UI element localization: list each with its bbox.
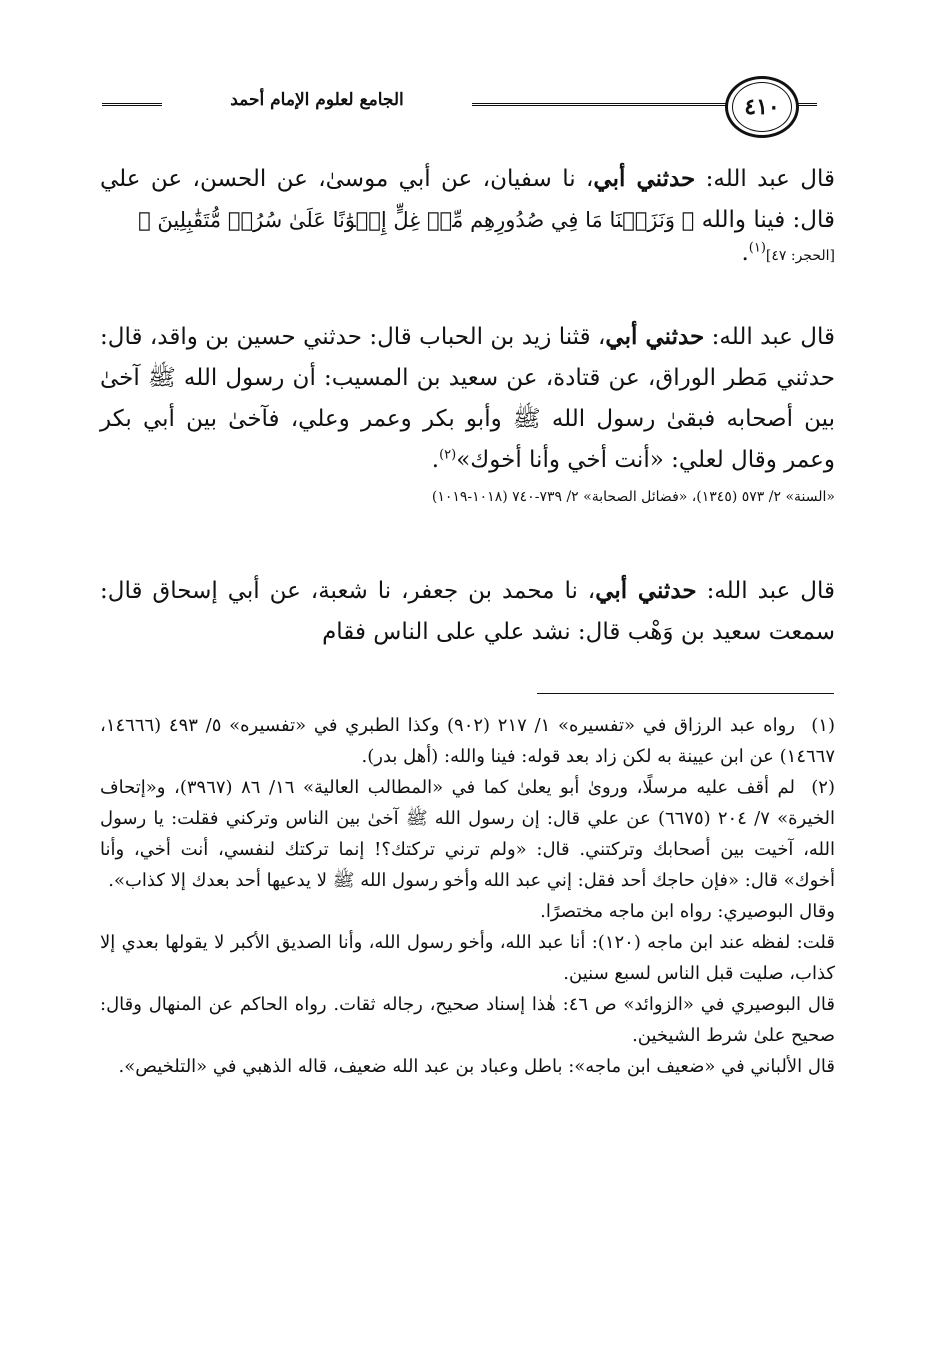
footnote-2-zawaid: قال البوصيري في «الزوائد» ص ٤٦: هٰذا إسناد صحيح، رجاله ثقات. رواه الحاكم عن المنهال وقال: صحيح علىٰ شرط الشيخين. [100, 994, 835, 1046]
paragraph-3 [100, 570, 835, 653]
p3-narrator: حدثني أبي [595, 577, 697, 604]
footnote-1-text: رواه عبد الرزاق في «تفسيره» ١/ ٢١٧ (٩٠٢) وكذا الطبري في «تفسيره» ٥/ ٤٩٣ (١٤٦٦٦، ١٤٦٦٧) عن ابن عيينة به لكن زاد بعد قوله: فينا والله: (أهل بدر). [100, 715, 835, 767]
running-title: الجامع لعلوم الإمام أحمد [230, 90, 404, 110]
footnote-2 [100, 772, 835, 896]
footnote-2-albusiri: وقال البوصيري: رواه ابن ماجه مختصرًا. [540, 901, 835, 922]
paragraph-1 [100, 158, 835, 268]
footnote-ref-1: (١) [748, 240, 766, 256]
p1-intro: قال عبد الله: [695, 166, 835, 192]
footnote-ref-2: (٢) [439, 447, 457, 463]
page-number: ٤١٠ [744, 94, 780, 120]
verse-reference: [الحجر: ٤٧] [765, 248, 835, 264]
footnote-2-number: (٢) [811, 777, 835, 798]
page-number-badge [725, 76, 799, 138]
footnote-1 [100, 710, 835, 772]
source-citation: «السنة» ٢/ ٥٧٣ (١٣٤٥)، «فضائل الصحابة» ٢/ ٧٣٩-٧٤٠ (١٠١٨-١٠١٩) [431, 489, 835, 505]
p1-end: . [741, 240, 749, 266]
header-rule-left [102, 103, 162, 109]
p2-end: . [431, 447, 440, 473]
p1-text: ، نا سفيان، عن أبي موسىٰ، عن الحسن، عن علي قال: فينا والله [100, 166, 835, 233]
footnotes [100, 710, 835, 1082]
quran-verse: ﴿ وَنَزَعۡنَا مَا فِي صُدُورِهِم مِّنۡ غِلٍّ إِخۡوَٰنًا عَلَىٰ سُرُرٖ مُّتَقَٰبِلِينَ ﴾ [138, 208, 695, 232]
p3-intro: قال عبد الله: [696, 578, 835, 604]
footnote-separator [537, 693, 834, 694]
footnote-2-albani: قال الألباني في «ضعيف ابن ماجه»: باطل وعباد بن عبد الله ضعيف، قاله الذهبي في «التلخيص». [118, 1056, 835, 1077]
p2-text: ، قثنا زيد بن الحباب قال: حدثني حسين بن واقد، قال: حدثني مَطر الوراق، عن قتادة، عن سعيد بن المسيب: أن رسول الله ﷺ آخىٰ بين أصحابه فبقىٰ رسول الله ﷺ وأبو بكر وعمر وعلي، فآخىٰ بين أبي بكر وعمر وقال لعلي: «أنت أخي وأنا أخوك» [100, 324, 835, 473]
p3-text: ، نا محمد بن جعفر، نا شعبة، عن أبي إسحاق قال: سمعت سعيد بن وَهْب قال: نشد علي على الناس فقام [100, 578, 835, 645]
footnote-2-text: لم أقف عليه مرسلًا، وروىٰ أبو يعلىٰ كما في «المطالب العالية» ١٦/ ٨٦ (٣٩٦٧)، و«إتحاف الخيرة» ٧/ ٢٠٤ (٦٦٧٥) عن علي قال: إن رسول الله ﷺ آخىٰ بين الناس وتركني فقلت: يا رسول الله، آخيت بين أصحابك وتركتني. قال: «ولم ترني تركتك؟! إنما تركتك لنفسي، أنت أخي، وأنا أخوك» قال: «فإن حاجك أحد فقل: إني عبد الله وأخو رسول الله ﷺ لا يدعيها أحد بعدك إلا كذاب». [100, 777, 835, 891]
footnote-2-ibn-majah: قلت: لفظه عند ابن ماجه (١٢٠): أنا عبد الله، وأخو رسول الله، وأنا الصديق الأكبر لا يقولها بعدي إلا كذاب، صليت قبل الناس لسبع سنين. [100, 932, 835, 984]
p2-narrator: حدثني أبي [605, 323, 705, 350]
p2-intro: قال عبد الله: [704, 324, 835, 350]
footnote-1-number: (١) [811, 715, 835, 736]
p1-narrator: حدثني أبي [593, 165, 696, 192]
page-header [100, 70, 840, 140]
paragraph-2 [100, 316, 835, 509]
